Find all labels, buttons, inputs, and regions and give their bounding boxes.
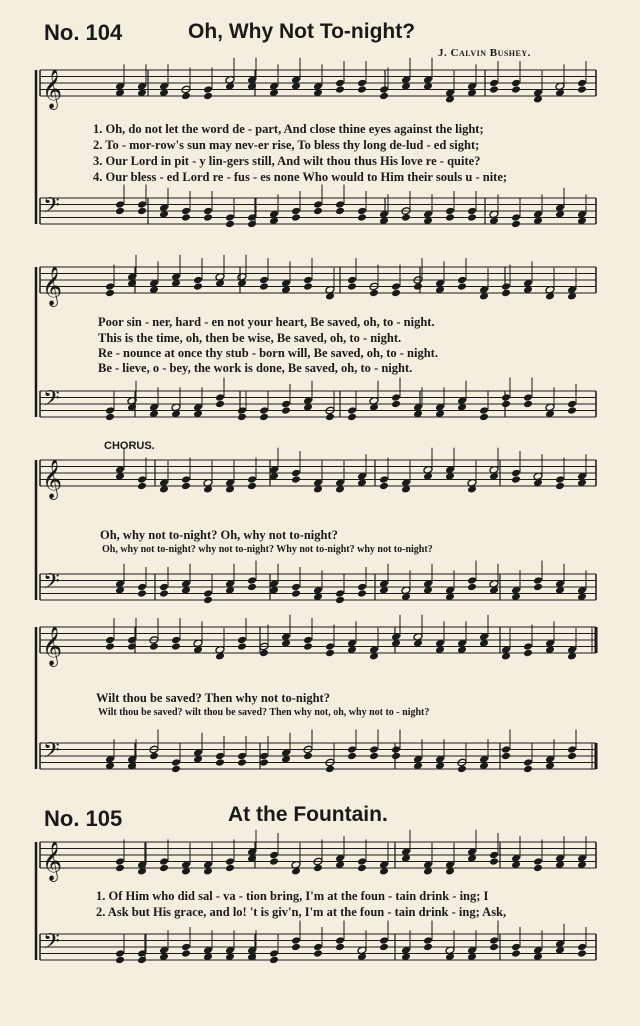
treble-note (171, 636, 181, 645)
verse-3-line-1: 3. Our Lord in pit - y lin-gers still, And wilt thou thus His love re - quite? (93, 154, 481, 168)
treble-note (555, 475, 565, 484)
treble-note (533, 857, 543, 866)
bass-note (577, 949, 587, 958)
treble-note (347, 282, 357, 291)
verse-1-line-2: Poor sin - ner, hard - en not your heart, Be saved, oh, to - night. (98, 315, 435, 329)
bass-note (313, 949, 323, 958)
bass-note (347, 406, 357, 415)
treble-note (325, 649, 335, 658)
bass-note (347, 413, 357, 422)
chorus-line-1: Oh, why not to-night? Oh, why not to-night? (100, 528, 338, 542)
treble-note (269, 851, 279, 860)
bass-clef-icon: 𝄢 (43, 929, 60, 960)
treble-note (303, 636, 313, 645)
chorus-line-2: Wilt thou be saved? Then why not to-night? (96, 691, 330, 705)
treble-note (237, 636, 247, 645)
bass-note (225, 213, 235, 222)
treble-note (347, 276, 357, 285)
treble-note (115, 857, 125, 866)
treble-note (391, 282, 401, 291)
bass-note (313, 943, 323, 952)
bass-note (467, 576, 477, 585)
bass-note (203, 589, 213, 598)
treble-note (357, 79, 367, 88)
bass-note (511, 949, 521, 958)
bass-note (325, 413, 335, 422)
bass-note (511, 213, 521, 222)
bass-note (567, 752, 577, 761)
bass-note (369, 745, 379, 754)
treble-note (149, 642, 159, 651)
treble-note (511, 469, 521, 478)
bass-note (215, 758, 225, 767)
bass-note (215, 400, 225, 409)
bass-note (335, 943, 345, 952)
bass-note (171, 765, 181, 774)
treble-note (259, 276, 269, 285)
hymn2-verse-2: 2. Ask but His grace, and lo! 't is giv'n, I'm at the foun - tain drink - ing; Ask, (96, 905, 507, 919)
bass-note (181, 213, 191, 222)
bass-note (533, 583, 543, 592)
bass-note (225, 220, 235, 229)
hymn-title: Oh, Why Not To-night? (188, 20, 416, 43)
bass-note (501, 400, 511, 409)
bass-note (511, 943, 521, 952)
bass-note (479, 413, 489, 422)
bass-note (115, 200, 125, 209)
treble-note (181, 482, 191, 491)
treble-note (115, 864, 125, 873)
bass-note (533, 576, 543, 585)
bass-note (269, 949, 279, 958)
bass-note (391, 393, 401, 402)
bass-note (269, 956, 279, 965)
bass-note (445, 207, 455, 216)
bass-note (291, 583, 301, 592)
treble-note (357, 864, 367, 873)
treble-note (335, 79, 345, 88)
treble-note (369, 289, 379, 298)
bass-note (347, 745, 357, 754)
treble-note (489, 851, 499, 860)
treble-note (225, 864, 235, 873)
composer-credit: J. Calvin Bushey. (438, 47, 531, 59)
treble-note (511, 79, 521, 88)
treble-note (247, 482, 257, 491)
bass-note (159, 589, 169, 598)
bass-note (281, 400, 291, 409)
treble-note (291, 475, 301, 484)
bass-note (457, 765, 467, 774)
verse-1-line-1: 1. Oh, do not let the word de - part, And close thine eyes against the light; (93, 122, 484, 136)
bass-note (523, 393, 533, 402)
treble-clef-icon: 𝄞 (42, 69, 63, 109)
verse-4-line-2: Be - lieve, o - bey, the work is done, Be saved, oh, to - night. (98, 361, 413, 375)
bass-note (137, 207, 147, 216)
bass-note (577, 943, 587, 952)
treble-note (501, 282, 511, 291)
verse-2-line-1: 2. To - mor-row's sun may nev-er rise, To bless thy long de-lud - ed sight; (93, 138, 480, 152)
treble-note (269, 857, 279, 866)
treble-note (303, 642, 313, 651)
bass-note (511, 220, 521, 229)
treble-note (413, 282, 423, 291)
bass-note (313, 200, 323, 209)
treble-note (489, 79, 499, 88)
verse-3-line-2: Re - nounce at once thy stub - born will, Be saved, oh, to - night. (98, 346, 438, 360)
bass-clef-icon: 𝄢 (43, 738, 60, 769)
bass-note (259, 406, 269, 415)
bass-note (379, 936, 389, 945)
bass-note (567, 406, 577, 415)
treble-note (225, 857, 235, 866)
bass-note (171, 758, 181, 767)
bass-note (237, 752, 247, 761)
bass-note (391, 745, 401, 754)
treble-note (357, 85, 367, 94)
treble-note (291, 469, 301, 478)
treble-note (577, 79, 587, 88)
bass-note (237, 758, 247, 767)
hymn-title-2: At the Fountain. (228, 803, 388, 826)
treble-note (335, 85, 345, 94)
treble-note (523, 649, 533, 658)
bass-note (325, 765, 335, 774)
bass-note (467, 213, 477, 222)
bass-note (445, 213, 455, 222)
treble-note (379, 475, 389, 484)
bass-note (115, 207, 125, 216)
treble-note (555, 482, 565, 491)
treble-note (105, 289, 115, 298)
treble-note (181, 475, 191, 484)
bass-note (347, 752, 357, 761)
bass-note (501, 752, 511, 761)
bass-note (215, 752, 225, 761)
treble-note (303, 276, 313, 285)
treble-note (181, 92, 191, 101)
treble-note (489, 85, 499, 94)
verse-4-line-1: 4. Our bless - ed Lord re - fus - es none Who would to Him their souls u - nite; (93, 170, 508, 184)
treble-note (193, 282, 203, 291)
treble-note (313, 864, 323, 873)
bass-note (489, 936, 499, 945)
treble-clef-icon: 𝄞 (42, 626, 63, 666)
bass-note (423, 936, 433, 945)
bass-note (357, 583, 367, 592)
treble-note (511, 85, 521, 94)
bass-note (247, 576, 257, 585)
treble-note (105, 642, 115, 651)
bass-clef-icon: 𝄢 (43, 386, 60, 417)
bass-note (379, 943, 389, 952)
treble-note (105, 636, 115, 645)
treble-note (171, 642, 181, 651)
bass-note (357, 207, 367, 216)
treble-note (303, 282, 313, 291)
treble-note (159, 857, 169, 866)
bass-note (467, 583, 477, 592)
bass-note (291, 207, 301, 216)
bass-note (335, 589, 345, 598)
bass-note (237, 406, 247, 415)
treble-clef-icon: 𝄞 (42, 266, 63, 306)
bass-note (181, 949, 191, 958)
treble-note (391, 289, 401, 298)
bass-note (291, 936, 301, 945)
treble-note (105, 282, 115, 291)
treble-note (193, 276, 203, 285)
bass-note (215, 393, 225, 402)
hymn-number-2: No. 105 (44, 806, 123, 831)
treble-note (379, 85, 389, 94)
bass-note (467, 207, 477, 216)
treble-note (379, 482, 389, 491)
treble-note (259, 282, 269, 291)
bass-note (567, 745, 577, 754)
hymn-number: No. 104 (44, 20, 123, 45)
treble-note (457, 282, 467, 291)
bass-note (523, 400, 533, 409)
bass-note (335, 207, 345, 216)
treble-note (137, 482, 147, 491)
bass-note (501, 393, 511, 402)
bass-note (137, 583, 147, 592)
treble-clef-icon: 𝄞 (42, 841, 63, 881)
verse-2-line-2: This is the time, oh, then be wise, Be saved, oh, to - night. (98, 331, 402, 345)
chorus-label: CHORUS. (104, 440, 155, 452)
bass-note (567, 400, 577, 409)
treble-note (237, 642, 247, 651)
bass-note (247, 583, 257, 592)
treble-note (325, 642, 335, 651)
bass-note (105, 406, 115, 415)
bass-note (401, 213, 411, 222)
bass-note (159, 583, 169, 592)
treble-note (533, 864, 543, 873)
bass-note (181, 207, 191, 216)
treble-note (523, 642, 533, 651)
bass-note (335, 596, 345, 605)
treble-note (159, 864, 169, 873)
bass-note (291, 213, 301, 222)
bass-note (313, 207, 323, 216)
treble-note (247, 475, 257, 484)
bass-note (479, 406, 489, 415)
bass-note (357, 213, 367, 222)
bass-note (149, 752, 159, 761)
bass-note (523, 765, 533, 774)
bass-note (137, 200, 147, 209)
bass-note (335, 936, 345, 945)
treble-note (457, 276, 467, 285)
bass-note (391, 400, 401, 409)
chorus-line-1-bass: Oh, why not to-night? why not to-night? Why not to-night? why not to-night? (102, 544, 433, 555)
bass-note (489, 943, 499, 952)
bass-note (203, 207, 213, 216)
bass-note (237, 413, 247, 422)
bass-note (391, 752, 401, 761)
bass-note (291, 589, 301, 598)
treble-note (577, 85, 587, 94)
bass-note (281, 406, 291, 415)
bass-note (259, 413, 269, 422)
chorus-line-2-bass: Wilt thou be saved? wilt thou be saved? Then why not, oh, why not to - night? (98, 707, 430, 718)
bass-note (115, 949, 125, 958)
treble-note (137, 475, 147, 484)
treble-note (511, 475, 521, 484)
bass-note (501, 745, 511, 754)
treble-note (203, 85, 213, 94)
bass-note (369, 752, 379, 761)
bass-note (335, 200, 345, 209)
bass-note (523, 758, 533, 767)
bass-note (115, 956, 125, 965)
bass-note (181, 943, 191, 952)
treble-note (489, 857, 499, 866)
bass-note (423, 943, 433, 952)
bass-note (203, 213, 213, 222)
bass-clef-icon: 𝄢 (43, 569, 60, 600)
bass-note (105, 413, 115, 422)
bass-note (291, 943, 301, 952)
treble-clef-icon: 𝄞 (42, 459, 63, 499)
treble-note (501, 289, 511, 298)
bass-note (357, 589, 367, 598)
bass-clef-icon: 𝄢 (43, 193, 60, 224)
hymn2-verse-1: 1. Of Him who did sal - va - tion bring, I'm at the foun - tain drink - ing; I (96, 889, 489, 903)
bass-note (303, 752, 313, 761)
bass-note (137, 589, 147, 598)
treble-note (357, 857, 367, 866)
bass-note (203, 596, 213, 605)
treble-note (379, 92, 389, 101)
treble-note (203, 92, 213, 101)
